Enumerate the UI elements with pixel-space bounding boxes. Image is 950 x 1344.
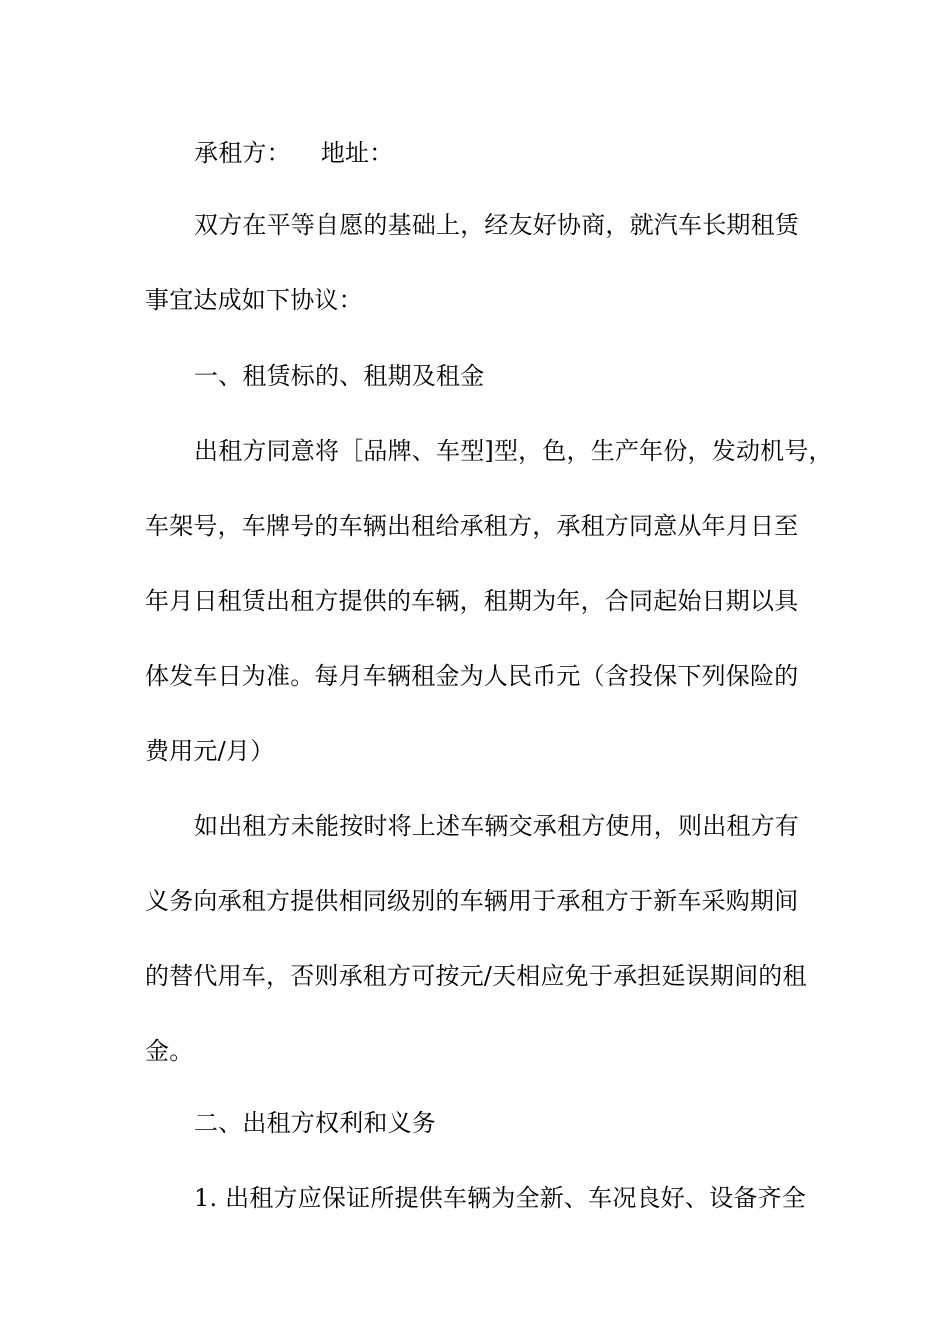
address-label: 地址： — [320, 139, 394, 167]
section-heading: 一、租赁标的、租期及租金 — [194, 362, 485, 390]
paragraph-line: 的替代用车，否则承租方可按元/天相应免于承担延误期间的租 — [145, 962, 807, 990]
paragraph-line: 如出租方未能按时将上述车辆交承租方使用，则出租方有 — [194, 812, 799, 840]
paragraph-line: 1. 出租方应保证所提供车辆为全新、车况良好、设备齐全 — [194, 1184, 806, 1212]
paragraph-line: 双方在平等自愿的基础上，经友好协商，就汽车长期租赁 — [194, 211, 799, 239]
section-heading: 二、出租方权利和义务 — [194, 1109, 436, 1137]
paragraph-line: 费用元/月） — [145, 737, 275, 765]
paragraph-line: 出租方同意将［品牌、车型]型，色，生产年份，发动机号， — [194, 437, 833, 465]
lessee-label: 承租方： — [194, 139, 291, 167]
paragraph-line: 年月日租赁出租方提供的车辆，租期为年，合同起始日期以具 — [145, 587, 799, 615]
paragraph-line: 体发车日为准。每月车辆租金为人民币元（含投保下列保险的 — [145, 662, 799, 690]
paragraph-line: 事宜达成如下协议： — [145, 286, 363, 314]
paragraph-line: 义务向承租方提供相同级别的车辆用于承租方于新车采购期间 — [145, 887, 799, 915]
paragraph-line: 金。 — [145, 1037, 194, 1065]
lessee-address-line — [194, 138, 393, 168]
paragraph-line: 车架号，车牌号的车辆出租给承租方，承租方同意从年月日至 — [145, 512, 799, 540]
